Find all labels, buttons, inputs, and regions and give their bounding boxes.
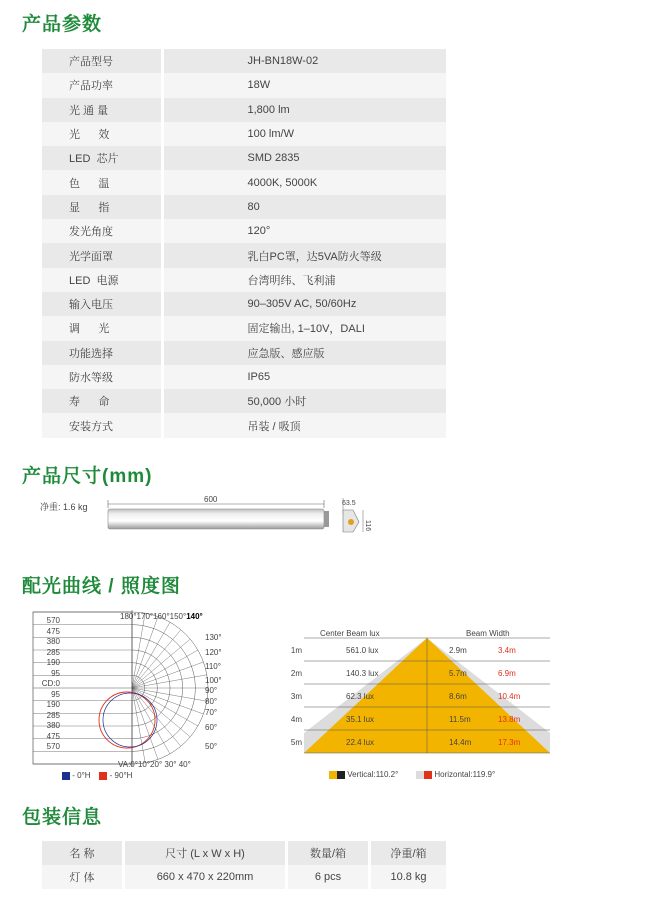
packaging-table	[42, 841, 446, 889]
polar-angle-label: 90°	[205, 686, 218, 695]
illum-vertical-width: 11.5m	[449, 715, 471, 724]
illum-lux: 35.1 lux	[346, 715, 375, 724]
illum-lux: 561.0 lux	[346, 646, 379, 655]
polar-radial-label: 95	[51, 668, 60, 678]
spec-value: 台湾明纬、飞利浦	[162, 268, 446, 292]
spec-key: 发光角度	[42, 219, 162, 243]
size-section-title: 产品尺寸(mm)	[22, 466, 153, 487]
illum-vertical-width: 14.4m	[449, 738, 472, 747]
illum-lux: 22.4 lux	[346, 738, 375, 747]
spec-row	[42, 170, 446, 194]
spec-value: SMD 2835	[162, 146, 446, 170]
illum-horizontal-width: 6.9m	[498, 669, 516, 678]
spec-key: LED 电源	[42, 268, 162, 292]
spec-key: 产品功率	[42, 73, 162, 97]
illum-distance: 1m	[290, 646, 302, 655]
spec-key: 功能选择	[42, 341, 162, 365]
packaging-row	[42, 865, 446, 889]
illuminance-legend: Vertical:110.2° Horizontal:119.9°	[329, 770, 495, 779]
spec-row	[42, 413, 446, 437]
dimension-drawing	[105, 492, 375, 540]
illum-distance: 3m	[290, 692, 302, 701]
illum-distance: 4m	[290, 715, 302, 724]
spec-key: 光 通 量	[42, 98, 162, 122]
polar-angle-label: 70°	[205, 708, 218, 717]
tube-body	[108, 509, 324, 529]
light-section-title: 配光曲线 / 照度图	[22, 576, 181, 597]
spec-row	[42, 341, 446, 365]
spec-row	[42, 389, 446, 413]
height-label: 116	[364, 520, 371, 532]
pack-header-name: 名 称	[42, 841, 124, 865]
illum-vertical-width: 8.6m	[449, 692, 467, 701]
illum-horizontal-width: 3.4m	[498, 646, 516, 655]
polar-radial-label: 475	[46, 731, 60, 741]
net-weight: 净重: 1.6 kg	[40, 502, 88, 512]
spec-row	[42, 365, 446, 389]
spec-value: 1,800 lm	[162, 98, 446, 122]
params-section-title: 产品参数	[22, 14, 103, 35]
illum-lux: 140.3 lux	[346, 669, 379, 678]
polar-curve-90h	[99, 692, 155, 748]
spec-row	[42, 49, 446, 73]
illum-distance: 2m	[290, 669, 302, 678]
polar-angle-label: 50°	[205, 742, 218, 751]
illum-horizontal-width: 13.8m	[498, 715, 521, 724]
polar-radial-label: 190	[46, 658, 60, 667]
polar-curve-0h	[103, 693, 157, 747]
spec-value: 应急版、感应版	[162, 341, 446, 365]
spec-row	[42, 122, 446, 146]
polar-radial-label: 570	[46, 742, 60, 751]
width-label: 63.5	[342, 500, 356, 507]
packaging-header-row	[42, 841, 446, 865]
spec-row	[42, 292, 446, 316]
polar-radial-label: 285	[46, 647, 60, 657]
polar-legend: - 0°H - 90°H	[62, 771, 132, 780]
illum-distance: 5m	[290, 738, 302, 747]
horizontal-swatch	[416, 771, 424, 779]
spec-value: 固定输出, 1–10V，DALI	[162, 316, 446, 340]
spec-row	[42, 98, 446, 122]
polar-radial-label: 475	[46, 626, 60, 636]
spec-key: 防水等级	[42, 365, 162, 389]
spec-row	[42, 73, 446, 97]
spec-value: 90–305V AC, 50/60Hz	[162, 292, 446, 316]
polar-radial-label: 95	[51, 689, 60, 699]
spec-table	[42, 49, 446, 438]
spec-key: 调 光	[42, 316, 162, 340]
spec-value: 100 lm/W	[162, 122, 446, 146]
polar-radial-label: CD:0	[41, 679, 60, 688]
legend-blue-swatch	[62, 772, 70, 780]
spec-value: 18W	[162, 73, 446, 97]
polar-radial-label: 190	[46, 700, 60, 709]
spec-key: 寿 命	[42, 389, 162, 413]
spec-row	[42, 316, 446, 340]
illum-horizontal-width: 10.4m	[498, 692, 521, 701]
pack-header-weight: 净重/箱	[370, 841, 447, 865]
spec-key: LED 芯片	[42, 146, 162, 170]
illum-vertical-width: 2.9m	[449, 646, 467, 655]
polar-radial-label: 285	[46, 710, 60, 720]
illum-header-lux: Center Beam lux	[320, 629, 380, 638]
polar-angle-label: 130°	[205, 633, 222, 642]
length-label: 600	[204, 495, 218, 504]
spec-key: 显 指	[42, 195, 162, 219]
polar-angle-label: 60°	[205, 723, 218, 732]
spec-key: 色 温	[42, 170, 162, 194]
pack-size: 660 x 470 x 220mm	[124, 865, 287, 889]
polar-angle-label: 110°	[205, 662, 221, 671]
polar-top-angles: 180°170°160°150°140°	[120, 612, 203, 621]
illum-vertical-width: 5.7m	[449, 669, 467, 678]
legend-red-swatch	[99, 772, 107, 780]
pack-section-title: 包装信息	[22, 807, 103, 828]
polar-radial-label: 380	[46, 721, 60, 730]
pack-name: 灯 体	[42, 865, 124, 889]
spec-value: JH-BN18W-02	[162, 49, 446, 73]
illum-lux: 62.3 lux	[346, 692, 375, 701]
spec-row	[42, 146, 446, 170]
spec-key: 光学面罩	[42, 243, 162, 267]
spec-key: 产品型号	[42, 49, 162, 73]
polar-radial-label: 380	[46, 637, 60, 646]
spec-row	[42, 268, 446, 292]
polar-angle-label: 80°	[205, 697, 218, 706]
spec-row	[42, 243, 446, 267]
spec-value: 120°	[162, 219, 446, 243]
pack-weight: 10.8 kg	[370, 865, 447, 889]
pack-header-size: 尺寸 (L x W x H)	[124, 841, 287, 865]
spec-row	[42, 195, 446, 219]
spec-value: 吊装 / 吸顶	[162, 413, 446, 437]
spec-value: 50,000 小时	[162, 389, 446, 413]
spec-value: IP65	[162, 365, 446, 389]
spec-key: 输入电压	[42, 292, 162, 316]
vertical-swatch	[329, 771, 337, 779]
polar-radial-label: 570	[46, 616, 60, 625]
pack-qty: 6 pcs	[287, 865, 370, 889]
polar-bottom-angles: VA:0°10°20° 30° 40°	[118, 760, 191, 769]
spec-value: 4000K, 5000K	[162, 170, 446, 194]
polar-angle-label: 120°	[205, 648, 222, 657]
spec-value: 80	[162, 195, 446, 219]
spec-value: 乳白PC罩，达5VA防火等级	[162, 243, 446, 267]
pack-header-qty: 数量/箱	[287, 841, 370, 865]
polar-angle-label: 100°	[205, 676, 222, 685]
spec-key: 安装方式	[42, 413, 162, 437]
illum-header-width: Beam Width	[466, 629, 510, 638]
spec-key: 光 效	[42, 122, 162, 146]
illum-horizontal-width: 17.3m	[498, 738, 521, 747]
spec-row	[42, 219, 446, 243]
